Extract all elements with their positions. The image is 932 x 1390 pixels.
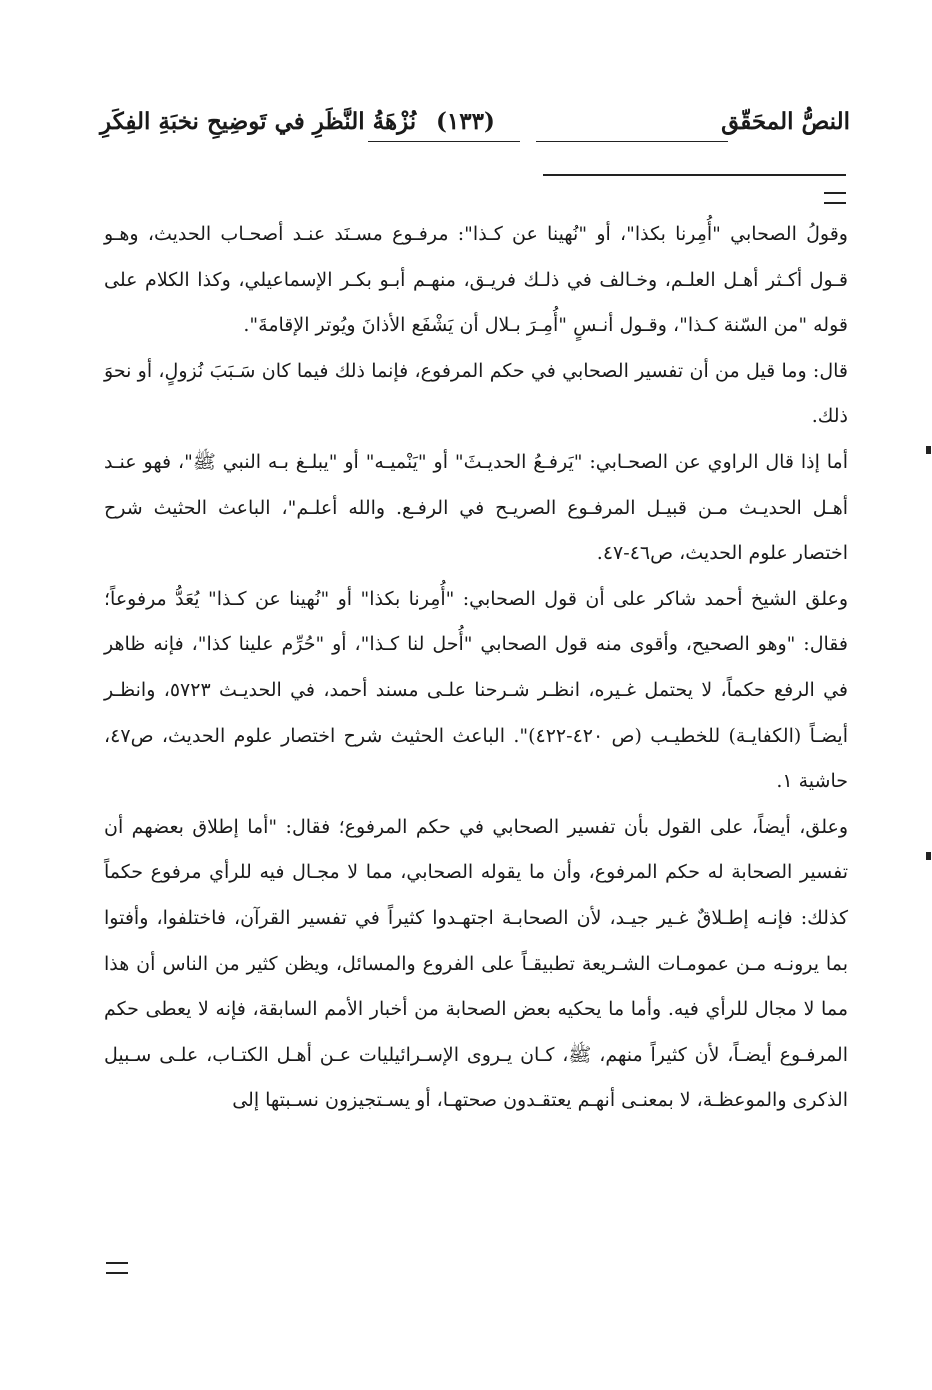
- paragraph: وقولُ الصحابي "أُمِرنا بكذا"، أو "نُهينا عن كـذا": مرفـوع مسـنَد عنـد أصحـاب الحديث، وهـو قـول أكـثر أهـل العلـم، وخـالف في ذلـك فريـق، منهـم أبـو بكـر الإسماعيلي، وكذا الكلام على قوله "من السّنة كـذا"، وقـول أنـسٍ "أُمِـرَ بـلال أن يَشْفَع الأذانَ ويُوتر الإقامةَ".: [104, 223, 848, 337]
- paragraph: وعلق الشيخ أحمد شاكر على أن قول الصحابي: "أُمِرنا بكذا" أو "نُهينا عن كـذا" يُعَدُّ مرفوعاً؛ فقال: "وهو الصحيح، وأقوى منه قول الصحابي "أُحل لنا كـذا"، أو "حُرِّم علينا كذا"، فإنه ظاهر في الرفع حكماً، لا يحتمل غـيره، انظـر شـرحنا علـى مسند أحمد، في الحديـث ٥٧٢٣، وانظـر أيضـاً (الكفايـة) للخطيـب (ص ٤٢٠-٤٢٢)". الباعث الحثيث شرح اختصار علوم الحديث، ص٤٧، حاشية ١.: [104, 587, 848, 793]
- margin-mark: [926, 446, 931, 454]
- continuation-mark-bottom: [106, 1262, 128, 1274]
- footnote-divider: [543, 174, 846, 176]
- paragraph: أما إذا قال الراوي عن الصحـابي: "يَرفـعُ الحديـثَ" أو "يَنْميـه" أو "يبلـغ بـه النبي ﷺ"، فهو عنـد أهـل الحديـث مـن قبيـل المرفـوع الصريـح في الرفـع. والله أعلـم"، الباعث الحثيث شرح اختصار علوم الحديث، ص٤٦-٤٧.: [104, 450, 848, 565]
- page-number: (١٣٣): [436, 108, 495, 135]
- running-header: [100, 108, 850, 152]
- header-rule-left: [368, 141, 520, 142]
- paragraph: قال: وما قيل من أن تفسير الصحابي في حكم المرفوع، فإنما ذلك فيما كان سَـبَبَ نُزولٍ، أو نحوَ ذلك.: [104, 359, 848, 428]
- header-rule-right: [536, 141, 728, 142]
- paragraph: وعلق، أيضاً، على القول بأن تفسير الصحابي في حكم المرفوع؛ فقال: "أما إطلاق بعضهم أن تفسير الصحابة له حكم المرفوع، وأن ما يقوله الصحابي، مما لا مجـال فيه للرأي مرفوع حكماً كذلك: فإنـه إطـلاقٌ غـير جيـد، لأن الصحابـة اجتهـدوا كثيراً في تفسير القرآن، فاختلفوا، وأفتوا بما يرونـه مـن عمومـات الشـريعة تطبيقـاً على الفروع والمسائل، ويظن كثير من الناس أن هذا مما لا مجال للرأي فيه. وأما ما يحكيه بعض الصحابة من أخبار الأمم السابقة، فإنه لا يعطى حكم المرفـوع أيضـاً، لأن كثيراً منهم، ﷺ، كـان يـروى الإسـرائيليات عـن أهـل الكتـاب، علـى سـبيل الذكرى والموعظـة، لا بمعنـى أنهـم يعتقـدون صحتهـا، أو يسـتجيزون نسـبتها إلى: [104, 815, 848, 1112]
- header-left-title: نُزْهَةُ النَّظَرِ في تَوضِيحِ نخبَةِ الفِكَرِ: [100, 108, 417, 135]
- footnote-body: [104, 212, 848, 1124]
- continuation-mark-top: [824, 192, 846, 204]
- header-right-title: النصُّ المحَقّق: [721, 108, 850, 135]
- margin-mark: [926, 852, 931, 860]
